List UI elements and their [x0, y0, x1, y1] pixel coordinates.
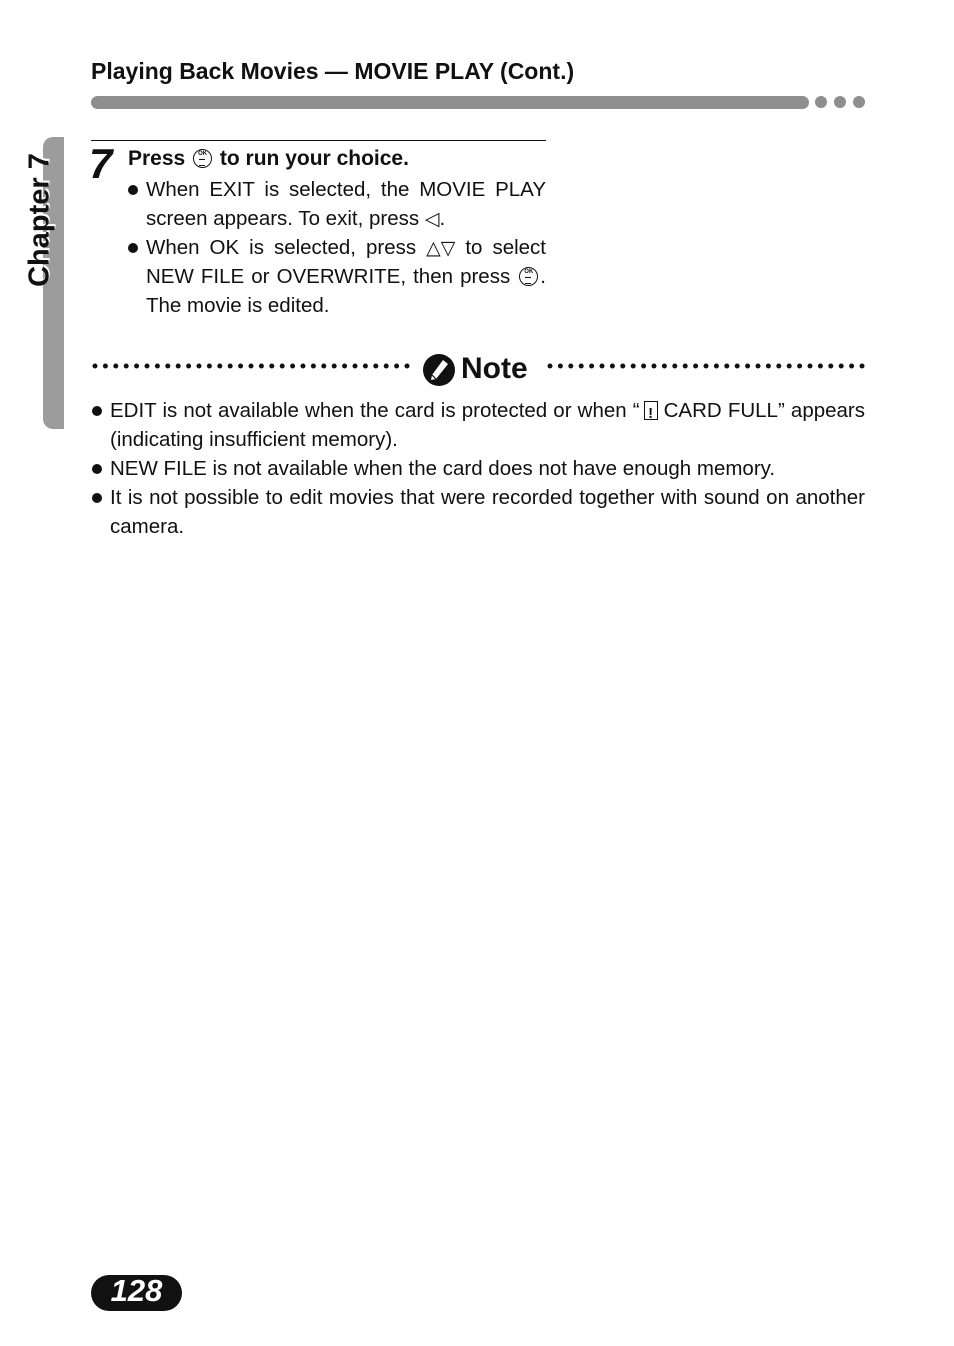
bullet-icon	[92, 464, 102, 474]
note-pencil-icon	[423, 354, 455, 386]
note-dotted-rule-left	[91, 362, 411, 370]
down-arrow-icon: ▽	[440, 238, 456, 259]
note-item-text: CARD FULL” appears (indicating insufficient memory).	[110, 399, 865, 451]
bullet-icon	[128, 243, 138, 253]
header-rule-bar	[91, 96, 809, 109]
note-item	[110, 396, 865, 454]
step-heading-text: Press	[128, 147, 186, 170]
step-bullet-text: When OK is selected, press	[146, 236, 417, 259]
note-item-text: EDIT is not available when the card is protected or when “	[110, 399, 640, 422]
step-heading	[128, 147, 409, 171]
step-bullet-ok	[146, 233, 546, 320]
note-title: Note	[461, 352, 528, 385]
bullet-icon	[92, 493, 102, 503]
step-bullet-text: When EXIT is selected, the MOVIE PLAY screen appears. To exit, press	[146, 178, 546, 230]
step-bullet-text: .	[439, 207, 446, 230]
note-item: NEW FILE is not available when the card does not have enough memory.	[110, 457, 776, 480]
step-divider	[91, 140, 546, 141]
ok-button-icon: OK	[519, 267, 538, 286]
header-dot	[815, 96, 827, 108]
note-item: It is not possible to edit movies that were recorded together with sound on another camera.	[110, 486, 865, 538]
ok-button-icon: OK	[193, 149, 212, 168]
step-bullet-exit	[146, 175, 546, 233]
note-dotted-rule-right	[546, 362, 866, 370]
chapter-label: Chapter 7	[23, 153, 56, 287]
card-warning-icon	[644, 401, 658, 420]
step-bullet-text: to select NEW FILE or OVERWRITE, then press	[146, 236, 546, 288]
header-dot	[834, 96, 846, 108]
header-dot	[853, 96, 865, 108]
step-heading-text: to run your choice.	[219, 147, 409, 170]
page-header-title: Playing Back Movies — MOVIE PLAY (Cont.)	[91, 58, 575, 84]
page-number: 128	[110, 1273, 163, 1308]
step-bullet-text: . The movie is edited.	[146, 265, 546, 317]
left-arrow-icon: ◁	[424, 209, 440, 230]
bullet-icon	[92, 406, 102, 416]
step-number: 7	[89, 140, 113, 187]
bullet-icon	[128, 185, 138, 195]
up-arrow-icon: △	[426, 238, 441, 259]
